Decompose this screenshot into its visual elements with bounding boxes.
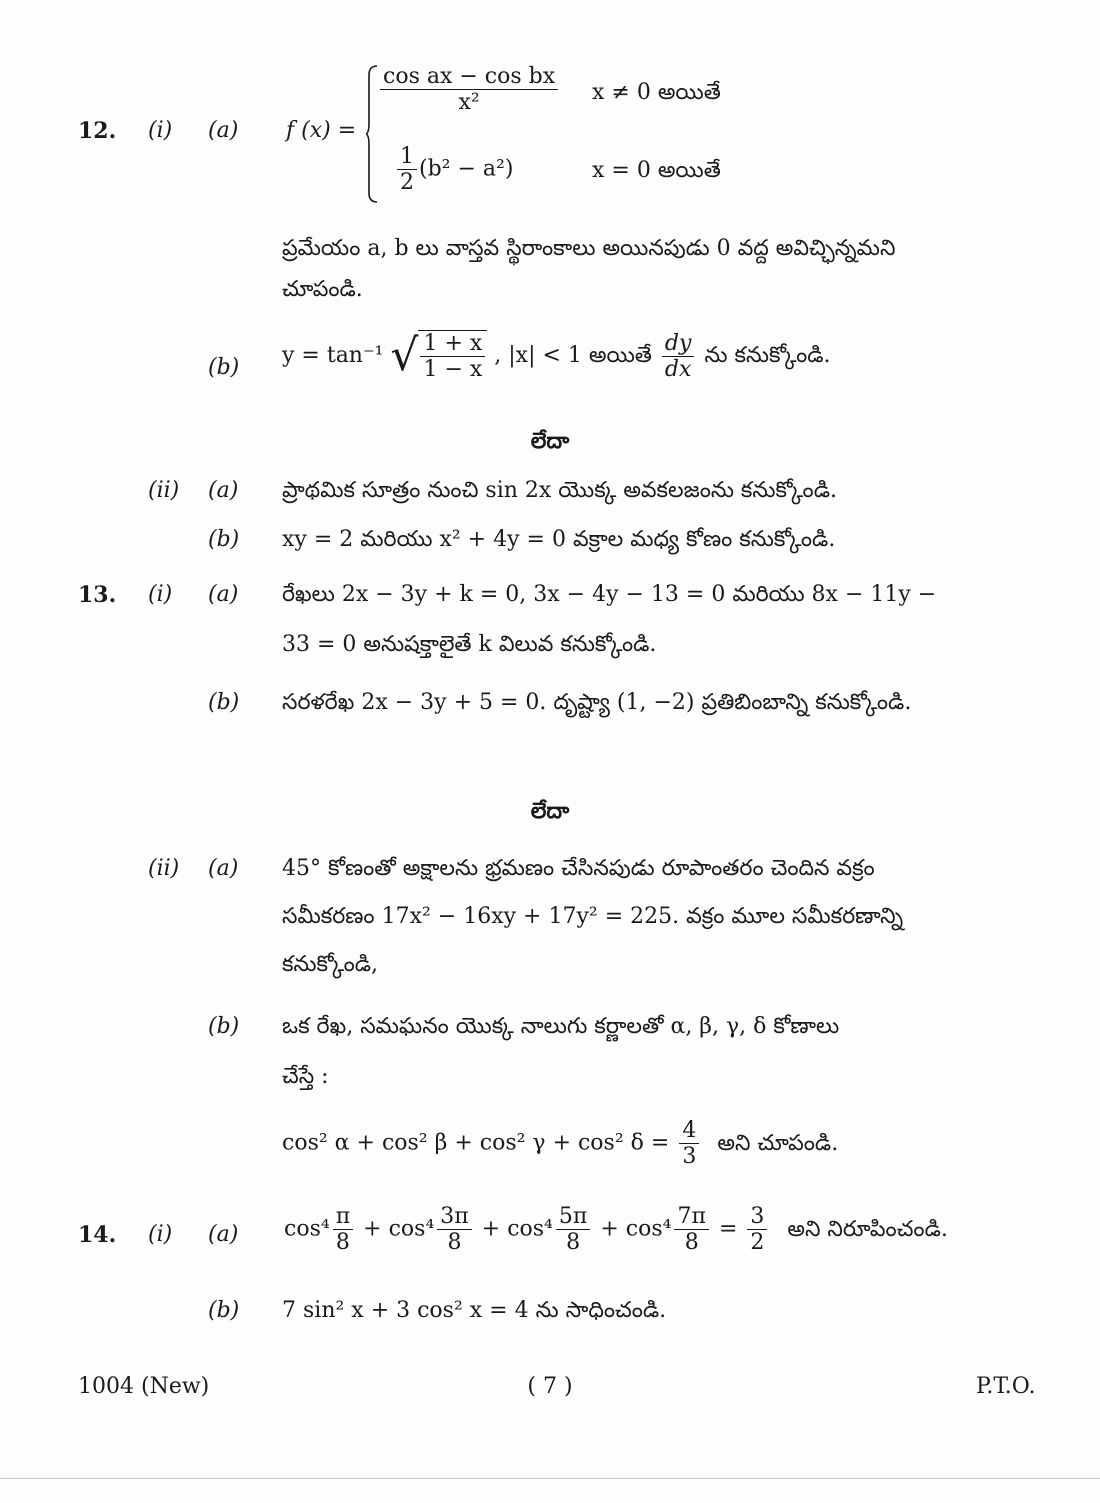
find-text: ను కనుక్కోండి. [704,343,831,369]
case2-expression [397,144,513,196]
result-fraction [679,1118,699,1170]
term1-denominator: 8 [335,1230,350,1256]
q13-iia-line2: సమీకరణం 17x² − 16xy + 17y² = 225. వక్రం మూల సమీకరణాన్ని [282,904,904,929]
term2-denominator: 8 [447,1230,462,1256]
subpart-b-label: (b) [208,1298,240,1323]
term1-numerator: π [333,1204,353,1230]
sqrt-denominator: 1 − x [423,357,483,383]
q13-iia-line3: కనుక్కోండి, [282,952,379,977]
result-numerator: 4 [679,1118,699,1144]
term3-numerator: 5π [556,1204,590,1230]
q13-ia-line2: 33 = 0 అనుషక్తాలైతే k విలువ కనుక్కోండి. [282,632,657,657]
page-number: ( 7 ) [527,1374,573,1399]
result-numerator: 3 [747,1204,767,1230]
term4-denominator: 8 [684,1230,699,1256]
q13-iib-line2: చేస్తే : [282,1064,329,1089]
q12-ia-text-line1: ప్రమేయం a, b లు వాస్తవ స్థిరాంకాలు అయినపుడు 0 వద్ద అవిచ్ఛిన్నమని [282,236,896,261]
case2-condition: x = 0 అయితే [592,158,721,183]
case2-term: (b² − a²) [419,156,514,182]
function-lhs: f (x) = [286,118,357,143]
q12-iia-text: ప్రాథమిక సూత్రం నుంచి sin 2x యొక్క అవకలజంను కనుక్కోండి. [282,478,837,503]
case1-numerator: cos ax − cos bx [380,64,558,90]
term4-numerator: 7π [674,1204,708,1230]
derivative-fraction [662,331,695,383]
case2-denominator: 2 [400,170,414,196]
or-separator-1: లేదా [530,428,570,454]
q12-ia-text-line2: చూపండి. [282,277,363,302]
subpart-a-label: (a) [208,118,239,143]
q12-ib-expression [282,330,831,383]
q13-ib-text: సరళరేఖ 2x − 3y + 5 = 0. దృష్ట్యా (1, −2) ప్రతిబింబాన్ని కనుక్కోండి. [282,690,912,715]
cos4-term: cos⁴ [284,1216,330,1242]
question-number-13: 13. [78,582,117,608]
case1-condition: x ≠ 0 అయితే [592,80,721,105]
case2-numerator: 1 [397,144,417,170]
piecewise-brace [366,65,378,203]
cos4-term: cos⁴ [625,1216,672,1242]
sqrt-numerator: 1 + x [420,331,485,357]
radical-icon: √ [390,330,419,381]
term2-numerator: 3π [437,1204,471,1230]
square-root [390,330,487,383]
cos4-term: cos⁴ [388,1216,435,1242]
or-separator-2: లేదా [530,798,570,824]
derivative-denominator: dx [664,356,692,382]
condition-text: , |x| < 1 అయితే [494,343,652,369]
subpart-b-label: (b) [208,690,240,715]
prove-text: అని నిరూపించండి. [787,1216,948,1242]
case1-fraction [380,64,558,116]
q13-iia-line1: 45° కోణంతో అక్షాలను భ్రమణం చేసినపుడు రూపాంతరం చెందిన వక్రం [282,856,875,881]
page-edge-divider [0,1478,1100,1479]
q12-iib-text: xy = 2 మరియు x² + 4y = 0 వక్రాల మధ్య కోణం కనుక్కోండి. [282,527,836,552]
please-turn-over: P.T.O. [976,1374,1036,1399]
cos4-term: cos⁴ [507,1216,553,1242]
case1-denominator: x² [458,90,480,116]
plus-sign: + [481,1216,501,1242]
subpart-b-label: (b) [208,355,240,380]
subpart-a-label: (a) [208,1222,239,1247]
part-ii-label: (ii) [148,856,180,881]
plus-sign: + [600,1216,619,1242]
result-denominator: 3 [682,1144,697,1170]
subpart-b-label: (b) [208,527,240,552]
part-i-label: (i) [148,582,173,607]
question-number-14: 14. [78,1222,117,1248]
subpart-a-label: (a) [208,582,239,607]
show-text: అని చూపండి. [717,1130,839,1156]
part-i-label: (i) [148,1222,173,1247]
q13-iib-equation [282,1118,838,1170]
q14-ia-equation [284,1204,948,1256]
derivative-numerator: dy [662,331,695,357]
arctan-term: y = tan⁻¹ [282,343,384,369]
equals-sign: = [718,1216,738,1242]
subpart-a-label: (a) [208,856,239,881]
subpart-a-label: (a) [208,478,239,503]
subpart-b-label: (b) [208,1014,240,1039]
paper-code: 1004 (New) [78,1374,210,1399]
q13-ia-line1: రేఖలు 2x − 3y + k = 0, 3x − 4y − 13 = 0 మరియు 8x − 11y − [282,582,937,607]
cos-squared-sum: cos² α + cos² β + cos² γ + cos² δ = [282,1130,670,1156]
q14-ib-text: 7 sin² x + 3 cos² x = 4 ను సాధించండి. [282,1298,667,1323]
term3-denominator: 8 [566,1230,581,1256]
question-number-12: 12. [78,118,117,144]
part-i-label: (i) [148,118,173,143]
plus-sign: + [363,1216,382,1242]
part-ii-label: (ii) [148,478,180,503]
q13-iib-line1: ఒక రేఖ, సమఘనం యొక్క నాలుగు కర్ణాలతో α, β, γ, δ కోణాలు [282,1014,840,1039]
result-denominator: 2 [750,1230,765,1256]
